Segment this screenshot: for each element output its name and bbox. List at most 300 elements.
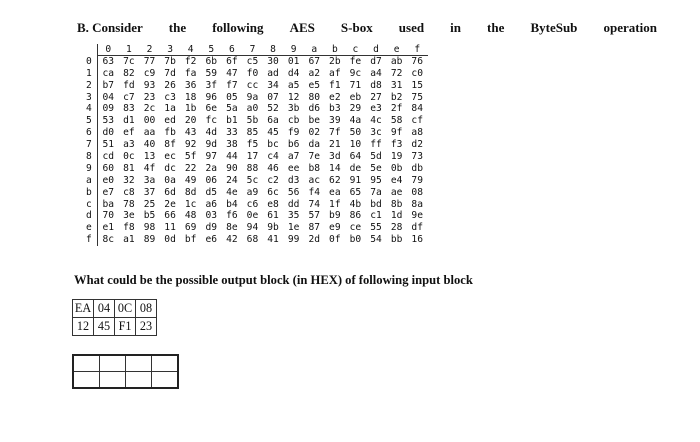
sbox-cell: f4 bbox=[308, 186, 321, 198]
sbox-cell: 1d bbox=[390, 210, 403, 222]
sbox-row bbox=[86, 92, 428, 104]
sbox-cell: 88 bbox=[246, 162, 259, 174]
sbox-cell: a3 bbox=[123, 139, 135, 151]
sbox-cell: f1 bbox=[329, 79, 341, 91]
sbox-cell: a6 bbox=[205, 198, 218, 210]
sbox-cell: 17 bbox=[246, 151, 259, 163]
sbox-cell: 9f bbox=[390, 127, 403, 139]
question-text bbox=[77, 20, 657, 36]
sbox-cell: 43 bbox=[184, 127, 197, 139]
sbox-cell: 71 bbox=[349, 79, 362, 91]
sbox-cell: 81 bbox=[123, 162, 135, 174]
sbox-cell: 47 bbox=[226, 67, 238, 79]
sbox-cell: 22 bbox=[184, 162, 197, 174]
sbox-row-header: 4 bbox=[86, 103, 92, 115]
sbox-cell: e4 bbox=[390, 174, 403, 186]
sbox-cell: 33 bbox=[226, 127, 238, 139]
sbox-cell: c8 bbox=[123, 186, 135, 198]
sbox-cell: d0 bbox=[102, 127, 115, 139]
sbox-cell: a2 bbox=[308, 67, 321, 79]
sbox-cell: 11 bbox=[164, 222, 176, 234]
sbox-column-header: 2 bbox=[146, 44, 153, 55]
sbox-row bbox=[86, 68, 428, 80]
sbox-cell: ff bbox=[370, 139, 382, 151]
sbox-cell: f5 bbox=[246, 139, 259, 151]
sbox-cell: 34 bbox=[267, 79, 279, 91]
sbox-cell: e1 bbox=[102, 222, 115, 234]
sbox-column-headers bbox=[97, 44, 428, 56]
sbox-cell: a7 bbox=[287, 151, 300, 163]
sbox-row-header: 9 bbox=[86, 162, 92, 174]
sbox-cell: 2b bbox=[329, 55, 341, 67]
input-block-cell: EA bbox=[73, 300, 94, 318]
question-word: ByteSub bbox=[530, 20, 578, 35]
sbox-column-header: b bbox=[331, 44, 338, 55]
sbox-cell: 76 bbox=[411, 55, 423, 67]
sbox-cell: 0c bbox=[123, 151, 135, 163]
sbox-cell: 5e bbox=[370, 162, 382, 174]
sbox-cell: 8f bbox=[164, 139, 176, 151]
sbox-cell: 3a bbox=[143, 174, 156, 186]
sbox-column-header: 1 bbox=[126, 44, 132, 55]
sbox-cell: 35 bbox=[287, 210, 300, 222]
sbox-row-header: 0 bbox=[86, 55, 92, 67]
sbox-cell: 32 bbox=[123, 174, 135, 186]
sbox-cell: 5a bbox=[226, 103, 238, 115]
sbox-cell: 30 bbox=[267, 55, 279, 67]
sbox-row bbox=[86, 222, 428, 234]
output-block-row bbox=[73, 372, 178, 389]
sbox-cell: 29 bbox=[349, 103, 362, 115]
sbox-cell: 41 bbox=[267, 234, 279, 246]
sbox-cell: c9 bbox=[143, 67, 156, 79]
sbox-cell: f8 bbox=[123, 222, 135, 234]
sbox-cell: c1 bbox=[370, 210, 382, 222]
sbox-cell: 97 bbox=[205, 151, 218, 163]
sbox-corner bbox=[86, 44, 97, 56]
sbox-cell: 9a bbox=[246, 91, 259, 103]
sbox-cell: af bbox=[329, 67, 341, 79]
sbox-cell: 4e bbox=[226, 186, 238, 198]
sbox-cell: a1 bbox=[123, 234, 135, 246]
sbox-cell: 26 bbox=[164, 79, 176, 91]
sbox-cell: 6f bbox=[226, 55, 238, 67]
sbox-cell: b9 bbox=[329, 210, 341, 222]
sbox-cell: 65 bbox=[349, 186, 362, 198]
output-block-cell[interactable] bbox=[126, 355, 152, 372]
output-block-cell[interactable] bbox=[100, 355, 126, 372]
sbox-cell: b6 bbox=[287, 139, 300, 151]
sbox-cell: 27 bbox=[370, 91, 382, 103]
sbox-cell: f7 bbox=[226, 79, 238, 91]
sbox-cell: b4 bbox=[226, 198, 238, 210]
sbox-cell: 0a bbox=[164, 174, 176, 186]
sub-question-text: What could be the possible output block (in HEX) of following input block bbox=[74, 273, 473, 287]
sbox-cell: ef bbox=[123, 127, 135, 139]
sbox-cell: 96 bbox=[205, 91, 218, 103]
sbox-cell: 54 bbox=[370, 234, 382, 246]
sbox-cell: 9b bbox=[267, 222, 279, 234]
sbox-cell: 72 bbox=[390, 67, 403, 79]
sbox-cell: eb bbox=[349, 91, 362, 103]
question-word: in bbox=[450, 20, 461, 35]
sbox-cell: 68 bbox=[246, 234, 259, 246]
output-block-table[interactable] bbox=[72, 354, 179, 389]
sbox-cell: 0f bbox=[329, 234, 341, 246]
question-word: the bbox=[487, 20, 505, 35]
sbox-cell: 64 bbox=[349, 151, 362, 163]
sbox-row bbox=[86, 139, 428, 151]
sbox-cell: 4b bbox=[349, 198, 362, 210]
sbox-cell: 87 bbox=[308, 222, 321, 234]
sbox-row bbox=[86, 151, 428, 163]
output-block-cell[interactable] bbox=[152, 355, 179, 372]
sbox-cell: 3b bbox=[287, 103, 300, 115]
sbox-cell: ec bbox=[164, 151, 176, 163]
sbox-cell: 86 bbox=[349, 210, 362, 222]
sbox-cell: c4 bbox=[267, 151, 279, 163]
sbox-cell: d7 bbox=[370, 55, 382, 67]
sbox-cell: 2f bbox=[390, 103, 403, 115]
input-block-cell: F1 bbox=[115, 318, 136, 336]
sbox-cell: 55 bbox=[370, 222, 382, 234]
sbox-cell: 56 bbox=[287, 186, 300, 198]
sbox-cell: 0d bbox=[164, 234, 176, 246]
sbox-cell: bc bbox=[267, 139, 279, 151]
sbox-column-header: d bbox=[373, 44, 379, 55]
sbox-cell: 40 bbox=[143, 139, 156, 151]
sbox-cell: 28 bbox=[390, 222, 403, 234]
sbox-cell: 82 bbox=[123, 67, 135, 79]
sbox-cell: 66 bbox=[164, 210, 176, 222]
sbox-cell: d9 bbox=[205, 222, 218, 234]
sbox-cell: 38 bbox=[226, 139, 238, 151]
sbox-cell: 09 bbox=[102, 103, 115, 115]
sbox-cell: 07 bbox=[267, 91, 279, 103]
sbox-cell: 1c bbox=[184, 198, 197, 210]
sbox-cell: f2 bbox=[184, 55, 197, 67]
sbox-cell: 5c bbox=[246, 174, 259, 186]
sbox-row bbox=[86, 56, 428, 68]
sbox-row-header: 1 bbox=[86, 67, 92, 79]
sbox-column-header: 7 bbox=[249, 44, 256, 55]
sbox-cell: 90 bbox=[226, 162, 238, 174]
sbox-cell: ed bbox=[164, 115, 176, 127]
sbox-cell: 7d bbox=[164, 67, 176, 79]
sbox-cell: 8e bbox=[226, 222, 238, 234]
sbox-cell: c5 bbox=[246, 55, 259, 67]
sbox-cell: fb bbox=[164, 127, 176, 139]
sbox-cell: be bbox=[308, 115, 321, 127]
sbox-cell: 0e bbox=[246, 210, 259, 222]
sbox-cell: c2 bbox=[267, 174, 279, 186]
output-block-row bbox=[73, 355, 178, 372]
sbox-row bbox=[86, 163, 428, 175]
output-block-cell[interactable] bbox=[73, 372, 100, 389]
sbox-cell: d5 bbox=[205, 186, 218, 198]
sbox-row-header: d bbox=[86, 210, 92, 222]
sbox-cell: 24 bbox=[226, 174, 238, 186]
sbox-column-header: a bbox=[311, 44, 318, 55]
sbox-cell: fe bbox=[349, 55, 362, 67]
sbox-cell: 3c bbox=[370, 127, 382, 139]
sbox-cell: 4d bbox=[205, 127, 218, 139]
sbox-cell: 2d bbox=[308, 234, 321, 246]
output-block-cell[interactable] bbox=[152, 372, 179, 389]
sbox-cell: 12 bbox=[287, 91, 300, 103]
sbox-cell: b3 bbox=[329, 103, 341, 115]
input-block-cell: 12 bbox=[73, 318, 94, 336]
input-block-cell: 04 bbox=[94, 300, 115, 318]
sbox-cell: 7e bbox=[308, 151, 321, 163]
question-word: S-box bbox=[340, 20, 373, 35]
sbox-cell: e9 bbox=[329, 222, 341, 234]
sbox-cell: ae bbox=[390, 186, 403, 198]
sbox-column-header: f bbox=[414, 44, 421, 55]
sbox-cell: e2 bbox=[329, 91, 341, 103]
sbox-cell: ab bbox=[390, 55, 403, 67]
sbox-cell: 19 bbox=[390, 151, 403, 163]
sbox-row bbox=[86, 175, 428, 187]
sbox-cell: 7f bbox=[329, 127, 341, 139]
sbox-cell: 23 bbox=[143, 91, 156, 103]
sbox-cell: e5 bbox=[308, 79, 321, 91]
sbox-cell: d1 bbox=[123, 115, 135, 127]
output-block-cell[interactable] bbox=[73, 355, 100, 372]
sbox-cell: ca bbox=[102, 67, 115, 79]
question-word: B. Consider bbox=[77, 20, 143, 35]
sbox-cell: 15 bbox=[411, 79, 423, 91]
sbox-cell: fd bbox=[123, 79, 135, 91]
sbox-cell: 9d bbox=[205, 139, 218, 151]
sbox-cell: 5d bbox=[370, 151, 382, 163]
sbox-cell: 8c bbox=[102, 234, 115, 246]
sbox-cell: 91 bbox=[349, 174, 362, 186]
input-block-cell: 08 bbox=[136, 300, 157, 318]
sbox-row-header: 5 bbox=[86, 115, 92, 127]
sbox-cell: d6 bbox=[308, 103, 321, 115]
sbox-cell: 7c bbox=[123, 55, 135, 67]
sbox-cell: cb bbox=[287, 115, 300, 127]
sbox-cell: 37 bbox=[143, 186, 156, 198]
question-word: AES bbox=[289, 20, 315, 35]
sbox-body bbox=[86, 56, 428, 246]
sbox-cell: b0 bbox=[349, 234, 362, 246]
sbox-cell: 69 bbox=[184, 222, 197, 234]
output-block-cell[interactable] bbox=[100, 372, 126, 389]
sbox-cell: 1f bbox=[329, 198, 341, 210]
sbox-cell: 1b bbox=[184, 103, 197, 115]
sbox-cell: b5 bbox=[143, 210, 156, 222]
sbox-row bbox=[86, 127, 428, 139]
sbox-cell: 59 bbox=[205, 67, 218, 79]
sbox-cell: cf bbox=[411, 115, 423, 127]
sbox-column-header: 4 bbox=[187, 44, 194, 55]
sbox-row-header: a bbox=[86, 174, 92, 186]
sbox-cell: 2a bbox=[205, 162, 218, 174]
sbox-cell: 98 bbox=[143, 222, 156, 234]
sbox-cell: 7b bbox=[164, 55, 176, 67]
sbox-cell: f0 bbox=[246, 67, 259, 79]
sbox-cell: a4 bbox=[370, 67, 382, 79]
sbox-cell: f9 bbox=[287, 127, 300, 139]
sbox-cell: dc bbox=[164, 162, 176, 174]
sbox-cell: 3e bbox=[123, 210, 135, 222]
sbox-cell: 70 bbox=[102, 210, 115, 222]
sbox-table bbox=[86, 44, 428, 246]
sbox-cell: 25 bbox=[143, 198, 156, 210]
sbox-cell: 16 bbox=[411, 234, 423, 246]
sbox-column-header: 3 bbox=[167, 44, 173, 55]
sbox-cell: 1a bbox=[164, 103, 176, 115]
sbox-cell: ad bbox=[267, 67, 279, 79]
sbox-cell: ee bbox=[287, 162, 300, 174]
sbox-cell: 39 bbox=[329, 115, 341, 127]
sbox-cell: 2c bbox=[143, 103, 156, 115]
sbox-cell: 9e bbox=[411, 210, 423, 222]
sbox-cell: 6e bbox=[205, 103, 218, 115]
output-block-cell[interactable] bbox=[126, 372, 152, 389]
sbox-cell: 0b bbox=[390, 162, 403, 174]
sbox-cell: 73 bbox=[411, 151, 423, 163]
sbox-column-header: e bbox=[393, 44, 400, 55]
sbox-cell: 89 bbox=[143, 234, 156, 246]
sbox-cell: 52 bbox=[267, 103, 279, 115]
sbox-cell: bd bbox=[370, 198, 382, 210]
sbox-cell: 42 bbox=[226, 234, 238, 246]
sbox-cell: 93 bbox=[143, 79, 156, 91]
sbox-cell: a0 bbox=[246, 103, 259, 115]
sbox-cell: 95 bbox=[370, 174, 382, 186]
sbox-cell: 49 bbox=[184, 174, 197, 186]
input-block-row bbox=[73, 318, 157, 336]
sbox-cell: 6c bbox=[267, 186, 279, 198]
sbox-cell: 10 bbox=[349, 139, 362, 151]
sbox-cell: 8b bbox=[390, 198, 403, 210]
sbox-cell: aa bbox=[143, 127, 156, 139]
sbox-cell: 6d bbox=[164, 186, 176, 198]
sbox-row-header: f bbox=[86, 234, 92, 246]
sbox-column-header: 9 bbox=[290, 44, 297, 55]
sbox-cell: 79 bbox=[411, 174, 423, 186]
sbox-column-header: 6 bbox=[228, 44, 235, 55]
sbox-cell: 6b bbox=[205, 55, 218, 67]
sbox-cell: 21 bbox=[329, 139, 341, 151]
sbox-cell: 20 bbox=[184, 115, 197, 127]
sbox-cell: 08 bbox=[411, 186, 423, 198]
sbox-cell: 94 bbox=[246, 222, 259, 234]
sbox-cell: c0 bbox=[411, 67, 423, 79]
sbox-cell: 67 bbox=[308, 55, 321, 67]
question-word: the bbox=[168, 20, 187, 35]
sbox-cell: 57 bbox=[308, 210, 321, 222]
sbox-column-header: c bbox=[352, 44, 359, 55]
sbox-cell: 77 bbox=[143, 55, 156, 67]
sbox-cell: 58 bbox=[390, 115, 403, 127]
sbox-cell: 50 bbox=[349, 127, 362, 139]
question-word: used bbox=[398, 20, 425, 35]
sbox-cell: 5f bbox=[184, 151, 197, 163]
sbox-cell: bf bbox=[184, 234, 197, 246]
sbox-cell: 78 bbox=[123, 198, 135, 210]
sbox-cell: d4 bbox=[287, 67, 300, 79]
sbox-cell: 6a bbox=[267, 115, 279, 127]
sbox-cell: cd bbox=[102, 151, 115, 163]
sbox-cell: d8 bbox=[370, 79, 382, 91]
sbox-cell: 02 bbox=[308, 127, 321, 139]
sbox-cell: f6 bbox=[226, 210, 238, 222]
sbox-row bbox=[86, 234, 428, 246]
sbox-cell: 04 bbox=[102, 91, 115, 103]
sbox-cell: c3 bbox=[164, 91, 176, 103]
sbox-cell: 85 bbox=[246, 127, 259, 139]
sbox-cell: a5 bbox=[287, 79, 300, 91]
sbox-row bbox=[86, 103, 428, 115]
sbox-row bbox=[86, 199, 428, 211]
sbox-cell: df bbox=[411, 222, 423, 234]
sbox-cell: 44 bbox=[226, 151, 238, 163]
sbox-cell: dd bbox=[287, 198, 300, 210]
sbox-cell: b7 bbox=[102, 79, 115, 91]
input-block-cell: 0C bbox=[115, 300, 136, 318]
sbox-cell: 83 bbox=[123, 103, 135, 115]
sbox-cell: 46 bbox=[267, 162, 279, 174]
sbox-cell: 00 bbox=[143, 115, 156, 127]
sbox-cell: 74 bbox=[308, 198, 321, 210]
sbox-header-row bbox=[86, 44, 428, 56]
sbox-cell: 4a bbox=[349, 115, 362, 127]
sbox-row-header: 3 bbox=[86, 91, 92, 103]
sbox-row-header: 8 bbox=[86, 151, 92, 163]
sbox-cell: e3 bbox=[370, 103, 382, 115]
sbox-cell: 48 bbox=[184, 210, 197, 222]
sbox-cell: a9 bbox=[246, 186, 259, 198]
sbox-cell: e8 bbox=[267, 198, 279, 210]
sbox-cell: 92 bbox=[184, 139, 197, 151]
sbox-cell: 53 bbox=[102, 115, 115, 127]
sbox-cell: b1 bbox=[226, 115, 238, 127]
sbox-column-header: 0 bbox=[105, 44, 112, 55]
question-word: following bbox=[212, 20, 264, 35]
sbox-row bbox=[86, 210, 428, 222]
sbox-cell: db bbox=[411, 162, 423, 174]
sbox-cell: 06 bbox=[205, 174, 218, 186]
question-word: operation bbox=[603, 20, 657, 35]
sbox-cell: 18 bbox=[184, 91, 197, 103]
sbox-cell: 8a bbox=[411, 198, 423, 210]
input-block-cell: 23 bbox=[136, 318, 157, 336]
sbox-cell: ba bbox=[102, 198, 115, 210]
sbox-row-header: 7 bbox=[86, 139, 92, 151]
sbox-cell: 3f bbox=[205, 79, 218, 91]
input-block-row bbox=[73, 300, 157, 318]
sbox-cell: d3 bbox=[287, 174, 300, 186]
sbox-row-header: 6 bbox=[86, 127, 92, 139]
sbox-cell: c7 bbox=[123, 91, 135, 103]
sbox-cell: 05 bbox=[226, 91, 238, 103]
sbox-cell: b8 bbox=[308, 162, 321, 174]
sbox-cell: 45 bbox=[267, 127, 279, 139]
sbox-row bbox=[86, 187, 428, 199]
sbox-cell: de bbox=[349, 162, 362, 174]
sbox-cell: e6 bbox=[205, 234, 218, 246]
sbox-cell: 84 bbox=[411, 103, 423, 115]
sbox-row-header: e bbox=[86, 222, 92, 234]
sbox-cell: 2e bbox=[164, 198, 176, 210]
sbox-cell: 7a bbox=[370, 186, 382, 198]
sbox-cell: bb bbox=[390, 234, 403, 246]
sbox-cell: 36 bbox=[184, 79, 197, 91]
